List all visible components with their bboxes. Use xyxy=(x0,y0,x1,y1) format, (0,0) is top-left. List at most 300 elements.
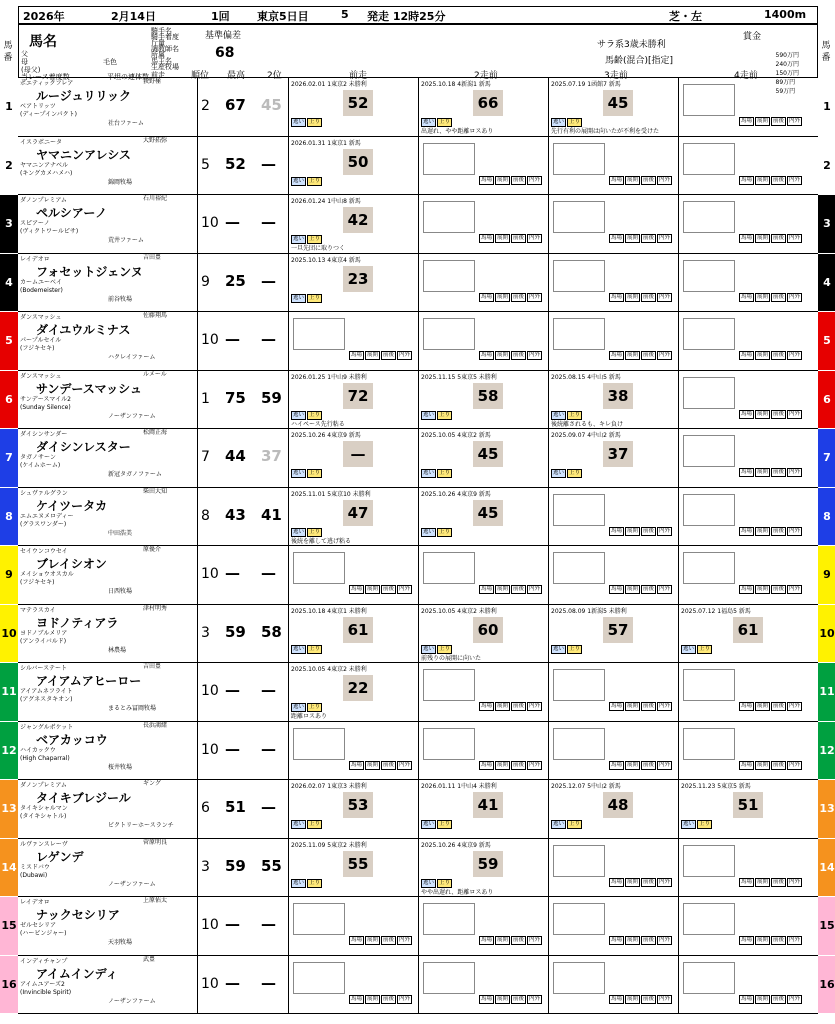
breeder-name: 日西牧場 xyxy=(108,588,133,595)
condition-tag: 展開 xyxy=(757,410,769,417)
race-result-3 xyxy=(548,488,678,546)
race-date: 2025.11.09 5東京2 未勝利 xyxy=(291,841,367,849)
empty-race-box xyxy=(423,318,475,350)
race-tag: 上り xyxy=(439,411,451,418)
race-tag: 上り xyxy=(309,294,321,301)
condition-tag: 馬場 xyxy=(611,703,623,709)
umaban-right: 5 xyxy=(818,312,835,370)
breeder-name: ノーザンファーム xyxy=(108,997,156,1005)
race-result-3 xyxy=(548,137,678,195)
dam-name: タイキシャルマン xyxy=(20,805,68,812)
umaban-left: 12 xyxy=(0,722,18,780)
second-value: 55 xyxy=(261,856,282,875)
race-tag: 上り xyxy=(309,704,321,710)
race-tag: 逃い xyxy=(683,821,695,827)
empty-race-box xyxy=(553,903,605,935)
std-label: 基準偏差 xyxy=(205,31,242,41)
condition-tags xyxy=(479,234,542,243)
jockey-name: 柴田大知 xyxy=(143,487,168,495)
condition-tag: 内外 xyxy=(529,176,541,183)
prev-same-label: 平坦の連体数 xyxy=(107,73,149,81)
dam-info xyxy=(20,864,50,880)
umaban-left: 1 xyxy=(0,78,18,136)
condition-tag: 内外 xyxy=(399,937,411,943)
horse-row[interactable] xyxy=(5,136,831,196)
race-tag: 上り xyxy=(439,470,451,476)
dam-sire: (キングカメハメハ) xyxy=(20,169,73,177)
condition-tags xyxy=(609,351,672,360)
condition-tag: 展開 xyxy=(497,995,509,1002)
condition-tag: 内外 xyxy=(789,878,801,885)
empty-race-box xyxy=(553,143,605,175)
horse-name[interactable]: フォセットジェンヌ xyxy=(36,264,143,279)
race-result-4 xyxy=(678,897,818,955)
second-value: 45 xyxy=(261,96,282,114)
race-tag: 逃い xyxy=(423,645,435,652)
race-result-4 xyxy=(678,546,818,604)
condition-tag: 前後 xyxy=(773,761,785,768)
best-value: — xyxy=(225,564,240,582)
umaban-right: 15 xyxy=(818,897,835,955)
condition-tags xyxy=(739,702,802,711)
race-result-1 xyxy=(288,195,418,253)
horse-row[interactable] xyxy=(1,838,835,898)
race-figure: 50 xyxy=(343,149,373,175)
condition-tag: 前後 xyxy=(643,586,655,592)
condition-tag: 展開 xyxy=(627,235,639,241)
horse-name[interactable]: ケイツータカ xyxy=(36,498,108,513)
dam-info xyxy=(20,747,70,763)
prize-3: 150万円 xyxy=(775,70,799,77)
empty-race-box xyxy=(423,201,475,233)
condition-tag: 内外 xyxy=(659,878,671,885)
race-note: 距離ロスあり xyxy=(291,713,328,720)
prize-2: 240万円 xyxy=(775,61,799,68)
race-date: 2025.07.12 1福島5 新馬 xyxy=(681,607,751,615)
umaban-left: 11 xyxy=(0,663,18,721)
horse-name[interactable]: サンデースマッシュ xyxy=(36,381,142,396)
dam-name: ヨドノブルメリア xyxy=(20,629,68,637)
condition-tag: 内外 xyxy=(399,761,411,768)
condition-tag: 展開 xyxy=(497,352,509,358)
race-tag: 逃い xyxy=(423,470,435,476)
horse-row[interactable] xyxy=(1,897,835,956)
condition-tag: 展開 xyxy=(627,995,639,1002)
horse-name[interactable]: アイアムアヒーロー xyxy=(36,674,142,688)
race-tag: 逃い xyxy=(553,821,565,827)
condition-tag: 馬場 xyxy=(611,293,623,300)
dam-info xyxy=(20,220,78,236)
second-value: — xyxy=(261,213,276,231)
condition-tag: 前後 xyxy=(513,293,525,300)
jockey-name: 松岡正海 xyxy=(143,429,168,436)
jockey-name: 大野拓弥 xyxy=(143,136,168,144)
horse-name[interactable]: ベアカッコウ xyxy=(36,732,108,747)
race-result-4 xyxy=(678,78,818,136)
race-result-4 xyxy=(678,371,818,429)
race-result-3 xyxy=(548,956,678,1014)
horse-row[interactable] xyxy=(5,312,831,371)
horse-row[interactable] xyxy=(1,604,835,664)
rank-value: 10 xyxy=(201,332,219,348)
race-tags xyxy=(551,820,582,829)
condition-tag: 馬場 xyxy=(741,878,753,885)
sire-name: セイウンコウセイ xyxy=(20,548,68,555)
horse-name[interactable]: ペルシアーノ xyxy=(36,206,108,220)
race-figure: 47 xyxy=(343,500,373,526)
condition-tag: 展開 xyxy=(497,761,509,768)
race-tag: 逃い xyxy=(553,645,565,652)
umaban-left: 10 xyxy=(0,605,18,663)
empty-race-box xyxy=(423,669,475,701)
condition-tag: 馬場 xyxy=(351,586,363,592)
dam-sire: (Bodemeister) xyxy=(20,286,63,294)
condition-tag: 展開 xyxy=(627,293,639,300)
race-result-3 xyxy=(548,897,678,955)
horse-row[interactable] xyxy=(5,370,831,430)
condition-tags xyxy=(349,585,412,594)
empty-race-box xyxy=(423,143,475,175)
horse-name[interactable]: ヤマニンアレシス xyxy=(36,147,131,162)
condition-tags xyxy=(609,176,672,185)
umaban-left: 15 xyxy=(0,897,18,955)
best-value: — xyxy=(225,915,240,933)
dam-name: アイムユアーズ2 xyxy=(20,980,65,988)
condition-tag: 内外 xyxy=(789,293,801,300)
condition-tag: 前後 xyxy=(383,937,395,943)
prev1-label: 前走 xyxy=(349,71,368,81)
race-result-2 xyxy=(418,312,548,370)
condition-tag: 内外 xyxy=(659,995,671,1002)
empty-race-box xyxy=(553,260,605,292)
breeder-name: 桜井牧場 xyxy=(108,763,133,771)
condition-tag: 馬場 xyxy=(481,176,493,183)
race-result-4 xyxy=(678,137,818,195)
race-note: やや出遅れ、距離ロスあり xyxy=(421,888,494,896)
race-tags xyxy=(681,645,712,654)
race-tag: 逃い xyxy=(423,879,435,886)
dam-info xyxy=(20,922,66,938)
dam-info xyxy=(20,571,74,587)
horse-info xyxy=(18,780,198,838)
jockey-col-label-0: 騎手名 xyxy=(151,27,172,35)
race-tag: 逃い xyxy=(293,294,305,301)
umaban-right: 12 xyxy=(818,722,835,780)
horse-row[interactable] xyxy=(1,955,835,1015)
horse-row[interactable] xyxy=(5,546,831,605)
race-tag: 上り xyxy=(309,470,321,476)
race-result-1 xyxy=(288,137,418,195)
horse-row[interactable] xyxy=(5,195,831,254)
condition-tag: 展開 xyxy=(757,878,769,885)
horse-info xyxy=(18,429,198,487)
condition-tag: 内外 xyxy=(789,469,801,475)
dam-sire: (High Chaparral) xyxy=(20,754,70,762)
race-figure: 38 xyxy=(603,383,633,409)
dam-info xyxy=(20,688,73,704)
race-figure: 41 xyxy=(473,792,503,818)
race-result-3 xyxy=(548,312,678,370)
rank-value: 3 xyxy=(201,858,210,875)
prev-record-label: 当レース着度数 xyxy=(21,73,70,81)
prize-1: 590万円 xyxy=(775,52,799,59)
umaban-left: 13 xyxy=(0,780,18,838)
race-kai: 1回 xyxy=(211,10,230,23)
race-class: サラ系3歳未勝利 xyxy=(597,40,666,50)
condition-tag: 前後 xyxy=(643,761,655,768)
condition-tag: 馬場 xyxy=(741,410,753,417)
horse-name[interactable]: タイキブレジール xyxy=(36,791,131,805)
sire-name: ダノンプレミアム xyxy=(20,197,67,204)
prev2-label: 2走前 xyxy=(474,71,498,81)
dam-sire: (タイキシャトル) xyxy=(20,813,67,820)
dam-name: ミスドバウ xyxy=(20,863,50,871)
jockey-name: 長浜鴻緒 xyxy=(143,721,168,729)
condition-tag: 展開 xyxy=(757,527,769,534)
dam-sire: (Invincible Spirit) xyxy=(20,988,72,996)
race-tag: 上り xyxy=(309,119,321,125)
condition-tag: 前後 xyxy=(773,235,785,241)
race-result-3 xyxy=(548,605,678,663)
best-value: — xyxy=(225,973,240,992)
race-tag: 逃い xyxy=(553,119,565,125)
breeder-name: ノーザンファーム xyxy=(108,880,156,888)
sire-name: レイデオロ xyxy=(20,255,50,263)
condition-tag: 馬場 xyxy=(481,586,493,592)
race-tags xyxy=(421,411,452,420)
breeder-name: 荒井ファーム xyxy=(108,237,144,244)
race-result-1 xyxy=(288,78,418,136)
best-value: 59 xyxy=(225,622,246,641)
second-value: 59 xyxy=(261,388,282,407)
race-tags xyxy=(291,645,322,654)
condition-tags xyxy=(349,936,412,945)
race-result-1 xyxy=(288,312,418,370)
race-figure: 61 xyxy=(733,617,763,643)
condition-tag: 馬場 xyxy=(741,527,753,534)
race-date: 2025.10.26 4東京9 新馬 xyxy=(421,490,491,498)
sire-name: インディチャンプ xyxy=(20,957,68,965)
race-result-2 xyxy=(418,722,548,780)
dam-sire: (ディープインパクト) xyxy=(20,111,77,118)
race-figure: 57 xyxy=(603,617,633,643)
empty-race-box xyxy=(683,84,735,116)
dam-info xyxy=(20,454,60,470)
dam-sire: (ハービンジャー) xyxy=(20,930,67,937)
rank-value: 10 xyxy=(201,975,219,992)
horse-row[interactable] xyxy=(5,487,831,547)
race-tag: 上り xyxy=(309,177,321,184)
race-distance: 1400m xyxy=(764,8,807,21)
best-value: — xyxy=(225,330,240,348)
empty-race-box xyxy=(423,903,475,935)
condition-tag: 展開 xyxy=(497,176,509,183)
horse-rows xyxy=(1,78,835,1014)
race-result-2 xyxy=(418,897,548,955)
condition-tag: 馬場 xyxy=(741,352,753,358)
breeder-name: ノーザンファーム xyxy=(108,412,156,420)
horse-name[interactable]: ヨドノティアラ xyxy=(36,615,119,630)
condition-tags xyxy=(479,293,542,302)
condition-tag: 内外 xyxy=(789,235,801,241)
umaban-right: 13 xyxy=(818,780,835,838)
rank-value: 6 xyxy=(201,800,210,816)
condition-tags xyxy=(479,176,542,185)
race-date: 2025.10.18 4東京1 未勝利 xyxy=(291,607,367,615)
race-result-1 xyxy=(288,488,418,546)
rank-value: 10 xyxy=(201,215,219,231)
prev3-label: 3走前 xyxy=(604,71,628,81)
race-note: 出遅れ、やや距離ロスあり xyxy=(421,128,494,135)
horse-row[interactable] xyxy=(1,663,835,722)
race-tag: 逃い xyxy=(293,879,305,886)
horse-name[interactable]: ダイシンレスター xyxy=(36,440,131,454)
horse-row[interactable] xyxy=(5,78,831,137)
empty-race-box xyxy=(553,669,605,701)
dam-name: ハイカックウ xyxy=(20,746,56,754)
race-date: 2026.01.31 1東京1 新馬 xyxy=(291,139,361,147)
race-result-3 xyxy=(548,371,678,429)
condition-tags xyxy=(349,351,412,360)
umaban-right: 10 xyxy=(818,605,835,663)
condition-tag: 展開 xyxy=(627,937,639,943)
breeder-name: ハクレイファーム xyxy=(108,354,156,361)
horse-row[interactable] xyxy=(1,721,835,781)
prev4-label: 4走前 xyxy=(734,71,758,81)
condition-tags xyxy=(479,761,542,770)
empty-race-box xyxy=(683,728,735,760)
condition-tag: 内外 xyxy=(789,352,801,358)
condition-tag: 内外 xyxy=(789,176,801,183)
race-tag: 上り xyxy=(569,470,581,476)
condition-tags xyxy=(479,702,542,711)
second-value: — xyxy=(261,330,276,348)
race-result-3 xyxy=(548,839,678,897)
race-tag: 逃い xyxy=(293,528,305,535)
horse-row[interactable] xyxy=(1,780,835,839)
condition-tag: 展開 xyxy=(757,176,769,183)
jockey-col-label-7: 前走 xyxy=(151,71,165,79)
race-tag: 上り xyxy=(569,411,581,418)
condition-tag: 馬場 xyxy=(741,293,753,300)
condition-tag: 前後 xyxy=(773,937,785,943)
father-label: 父 xyxy=(21,50,28,58)
race-tag: 逃い xyxy=(683,645,695,652)
dam-sire: (アグネスタキオン) xyxy=(20,696,73,703)
condition-tag: 内外 xyxy=(789,586,801,592)
condition-tag: 前後 xyxy=(773,410,785,417)
condition-tag: 内外 xyxy=(399,995,411,1002)
horse-info xyxy=(18,78,198,136)
empty-race-box xyxy=(683,201,735,233)
race-date: 2026.01.11 1中山4 未勝利 xyxy=(421,783,497,790)
umaban-right: 11 xyxy=(818,663,835,721)
condition-tag: 展開 xyxy=(627,761,639,768)
dam-info xyxy=(20,396,71,412)
condition-tag: 馬場 xyxy=(741,586,753,592)
umaban-right: 16 xyxy=(818,956,835,1014)
empty-race-box xyxy=(553,494,605,526)
condition-tags xyxy=(479,995,542,1004)
condition-tag: 馬場 xyxy=(611,586,623,592)
condition-tag: 展開 xyxy=(757,235,769,241)
empty-race-box xyxy=(683,669,735,701)
jockey-col-label-6: 生産牧場 xyxy=(151,63,179,71)
race-tags xyxy=(421,528,452,537)
dam-sire: (フジキセキ) xyxy=(20,579,55,586)
best-value: 43 xyxy=(225,505,246,524)
condition-tag: 内外 xyxy=(529,352,541,358)
horse-name[interactable]: レゲンデ xyxy=(36,849,84,864)
best-value: 52 xyxy=(225,154,246,173)
breeder-name: 天羽牧場 xyxy=(108,939,133,946)
condition-tag: 内外 xyxy=(659,937,671,943)
condition-tag: 馬場 xyxy=(741,235,753,241)
jockey-name: 上原佑太 xyxy=(143,897,168,904)
condition-tag: 内外 xyxy=(789,118,801,124)
umaban-right: 3 xyxy=(818,195,835,253)
condition-tag: 前後 xyxy=(643,235,655,241)
empty-race-box xyxy=(683,903,735,935)
race-tag: 逃い xyxy=(553,470,565,476)
race-tag: 逃い xyxy=(423,411,435,418)
race-tag: 上り xyxy=(699,645,711,652)
empty-race-box xyxy=(423,260,475,292)
race-result-2 xyxy=(418,839,548,897)
condition-tag: 内外 xyxy=(529,586,541,592)
condition-tag: 馬場 xyxy=(481,293,493,300)
race-result-2 xyxy=(418,546,548,604)
empty-race-box xyxy=(553,728,605,760)
horse-name[interactable]: ブレイシオン xyxy=(36,557,107,571)
race-result-4 xyxy=(678,663,818,721)
condition-tag: 前後 xyxy=(773,703,785,709)
dam-info xyxy=(20,513,74,529)
condition-tag: 展開 xyxy=(497,703,509,709)
condition-tag: 内外 xyxy=(789,995,801,1002)
condition-tag: 前後 xyxy=(513,235,525,241)
race-tag: 逃い xyxy=(293,821,305,827)
condition-tag: 展開 xyxy=(627,878,639,885)
race-figure: 61 xyxy=(343,617,373,643)
horse-name[interactable]: ナックセシリア xyxy=(36,908,120,922)
horse-name[interactable]: ダイユウルミナス xyxy=(36,323,131,337)
condition-tag: 馬場 xyxy=(741,937,753,943)
condition-tag: 内外 xyxy=(529,703,541,709)
race-date: 2025.12.07 5中山2 新馬 xyxy=(551,783,621,790)
empty-race-box xyxy=(683,377,735,409)
condition-tag: 前後 xyxy=(643,703,655,709)
race-date: 2026.01.24 1中山8 新馬 xyxy=(291,198,361,205)
condition-tag: 展開 xyxy=(497,937,509,943)
race-tag: 上り xyxy=(439,645,451,652)
jockey-name: 吉田豊 xyxy=(143,663,162,670)
race-tags xyxy=(291,469,322,478)
dam-name: タガノサーン xyxy=(20,454,56,461)
horse-row[interactable] xyxy=(5,253,831,313)
umaban-label-right: 馬番 xyxy=(821,41,831,63)
horse-row[interactable] xyxy=(5,429,831,488)
horse-info xyxy=(18,956,198,1014)
second-value: 58 xyxy=(261,622,282,641)
race-figure: 51 xyxy=(733,792,763,818)
horse-name[interactable]: アイムインディ xyxy=(36,966,118,981)
umaban-right: 8 xyxy=(818,488,835,546)
second-value: — xyxy=(261,798,276,816)
condition-tag: 展開 xyxy=(757,761,769,768)
horse-name[interactable]: ルージュリリック xyxy=(36,89,132,103)
condition-tag: 馬場 xyxy=(611,235,623,241)
